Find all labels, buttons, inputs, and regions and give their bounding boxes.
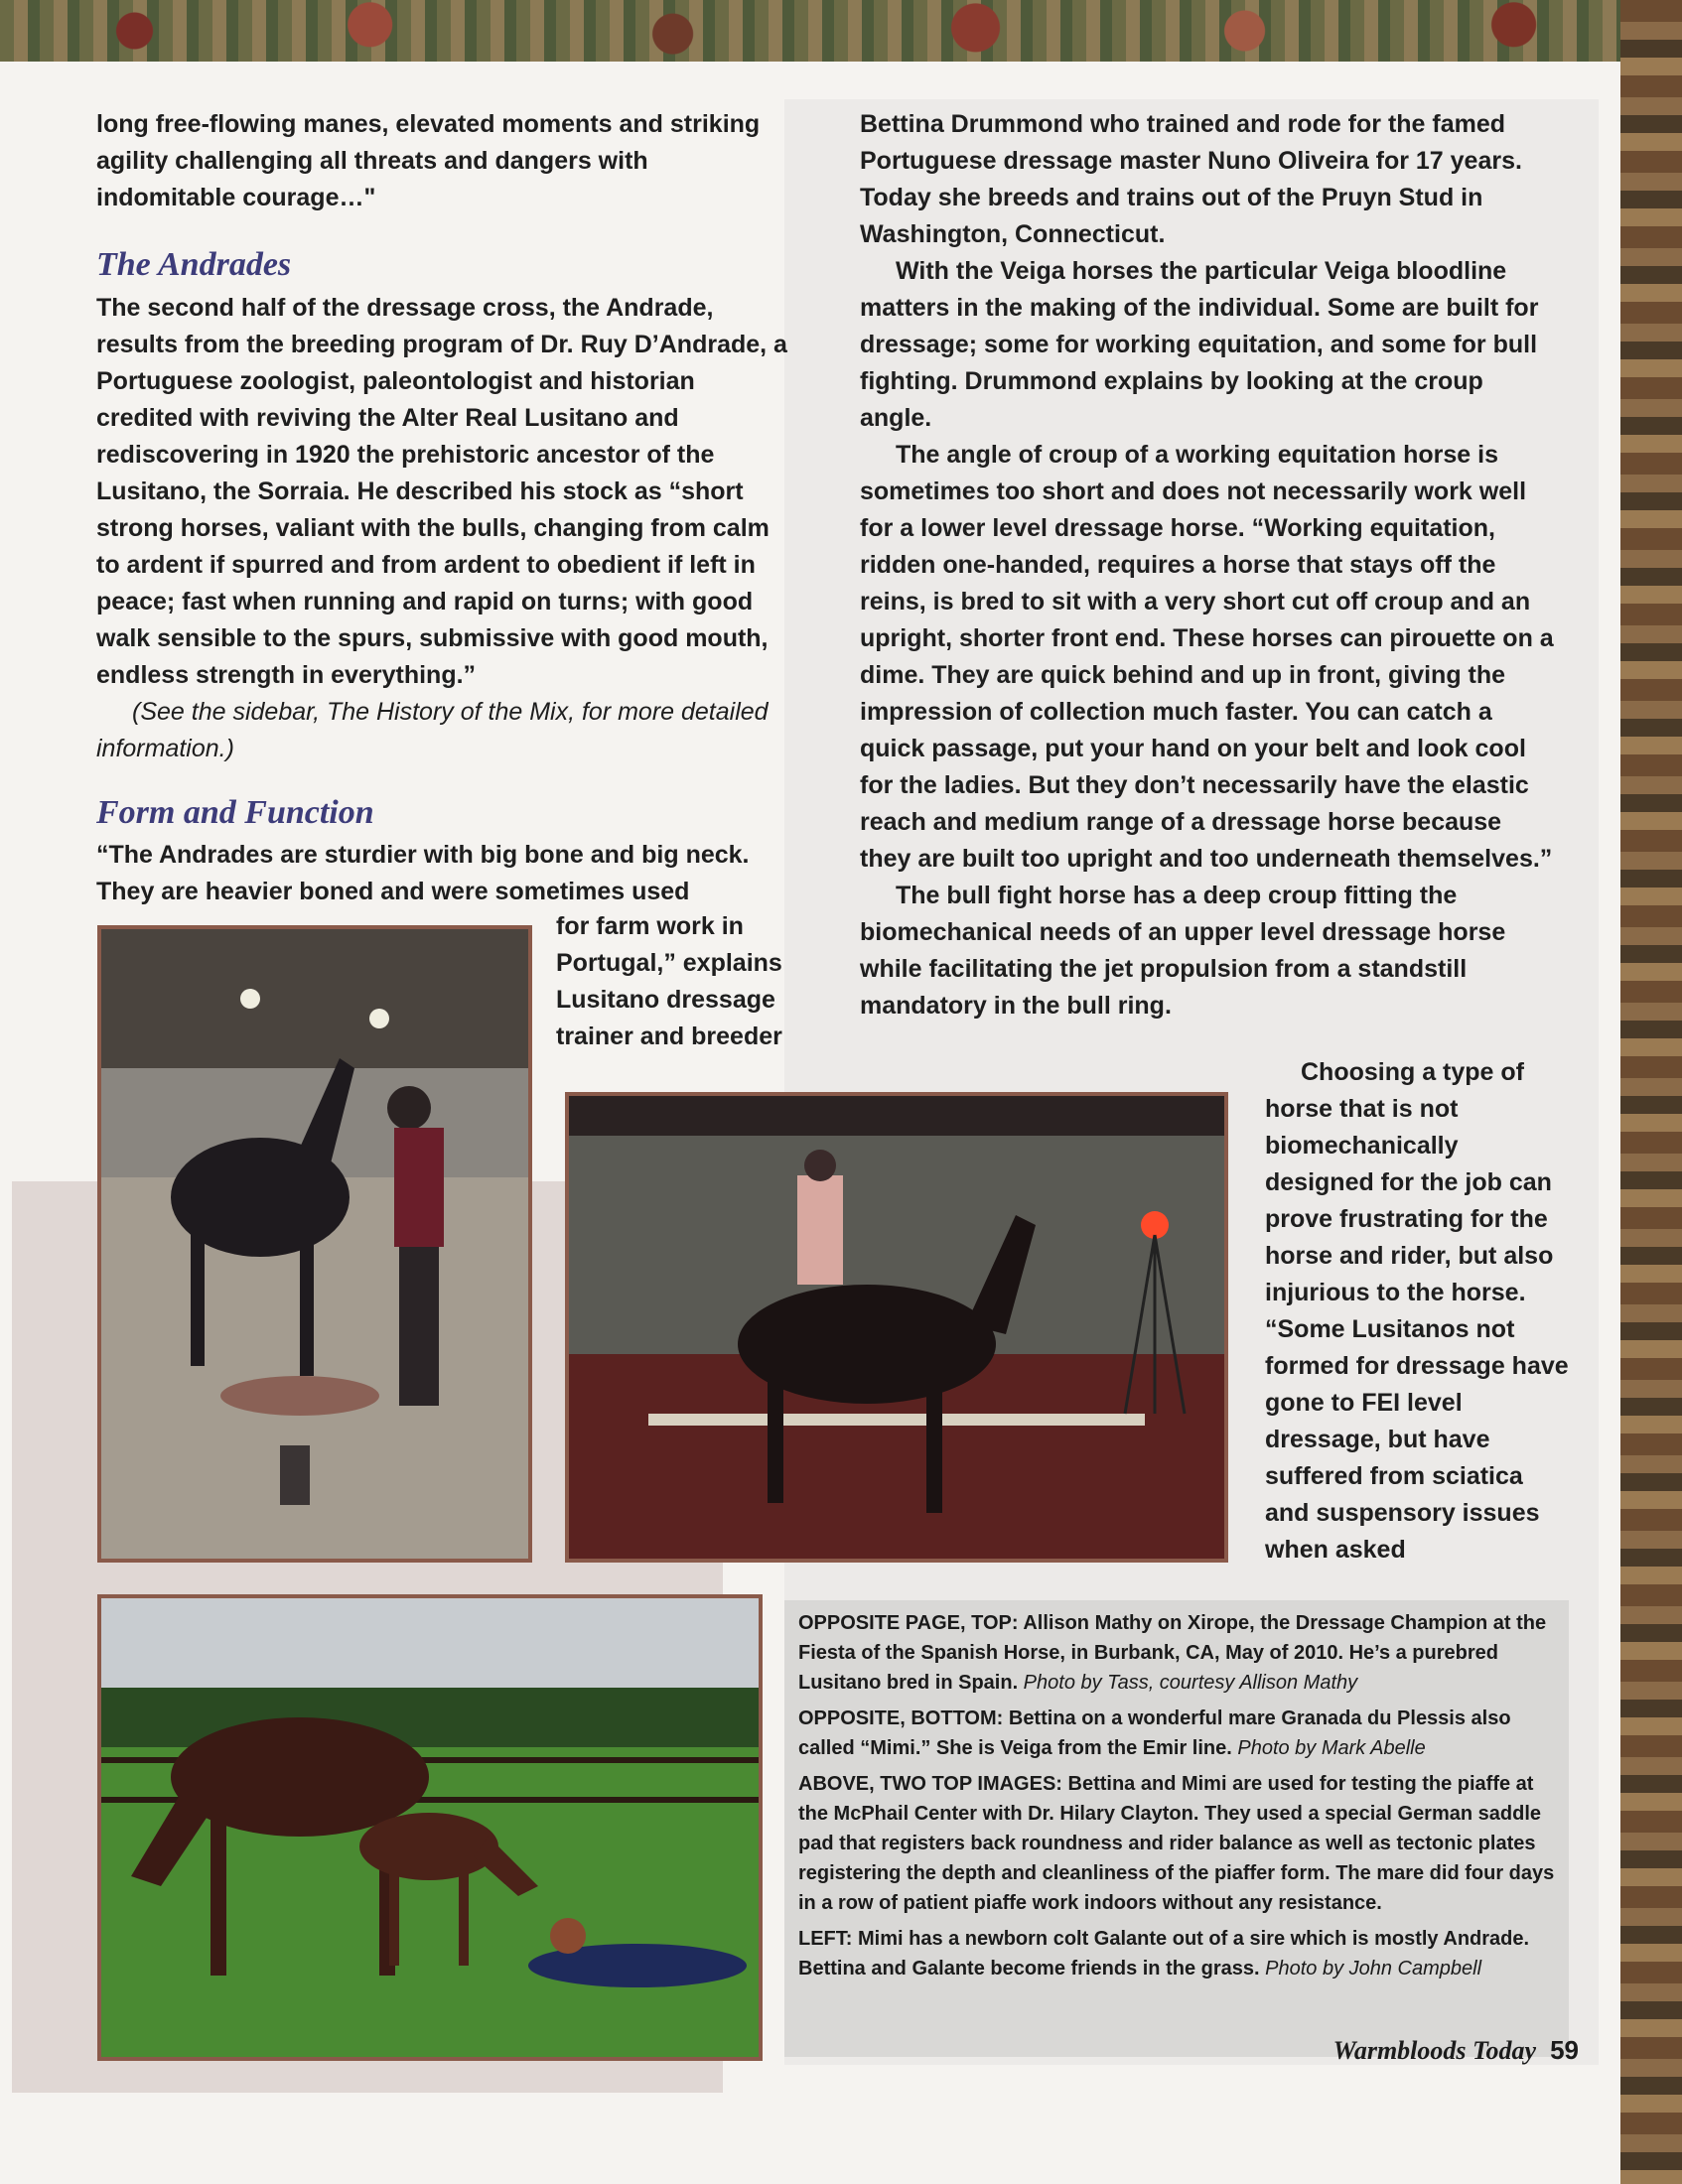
croup-paragraph: The angle of croup of a working equitation horse is sometimes too short and does not necessarily work well for a lower level dressage horse. “Working equitation, ridden one-handed, requires a horse that stays off the reins, is bred to sit with a very short cut off croup and an upright, shorter front end. These horses can pirouette on a dime. They are quick behind and up in front, giving the impression of collection much faster. You can catch a quick passage, put your hand on your belt and look cool for the ladies. But they don’t necessarily have the elastic reach and medium range of a dressage horse because they are built too upright and too underneath themselves.”	[860, 441, 1554, 873]
tapestry-border-top	[0, 0, 1682, 62]
bull-fight-paragraph: The bull fight horse has a deep croup fitting the biomechanical needs of an upper level dressage horse while facilitating the jet propulsion from a standstill mandatory in the bull ring.	[860, 882, 1506, 1020]
form-function-text-continued: for farm work in Portugal,” explains Lusitano dressage trainer and breeder	[556, 912, 782, 1050]
form-function-paragraph	[96, 837, 791, 910]
choosing-type-text: Choosing a type of horse that is not biomechanically designed for the job can prove frustrating for the horse and rider, but also injurious to the horse. “Some Lusitanos not formed for dressage have gone to FEI level dressage, but have suffered from sciatica and suspensory issues when asked	[1265, 1058, 1569, 1564]
caption-above-two-top: ABOVE, TWO TOP IMAGES: Bettina and Mimi are used for testing the piaffe at the McPhail Center with Dr. Hilary Clayton. They used a special German saddle pad that registers back roundness and rider balance as well as tectonic plates registering the depth and cleanliness of the piaffer form. The mare did four days in a row of patient piaffe work indoors without any resistance.	[798, 1773, 1555, 1914]
arena-riding-illustration	[569, 1096, 1224, 1559]
column-1-body	[96, 290, 791, 767]
photo-indoor-arena-riding	[565, 1092, 1228, 1563]
page-footer	[1281, 2035, 1579, 2066]
arena-standing-illustration	[101, 929, 528, 1559]
column-1-intro	[96, 106, 791, 216]
intro-paragraph: long free-flowing manes, elevated moments and striking agility challenging all threats and dangers with indomitable courage…"	[96, 110, 761, 211]
column-2-body	[860, 106, 1555, 1024]
caption-opposite-top: OPPOSITE PAGE, TOP: Allison Mathy on Xirope, the Dressage Champion at the Fiesta of the Spanish Horse, in Burbank, CA, May of 2010. He’s a purebred Lusitano bred in Spain. Photo by Tass, courtesy Allison Mathy	[798, 1612, 1547, 1694]
tapestry-border-right	[1620, 0, 1682, 2184]
drummond-paragraph: Bettina Drummond who trained and rode for the famed Portuguese dressage master Nuno Oliveira for 17 years. Today she breeds and trains out of the Pruyn Stud in Washington, Connecticut.	[860, 110, 1522, 248]
veiga-paragraph: With the Veiga horses the particular Veiga bloodline matters in the making of the individual. Some are built for dressage; some for working equitation, and some for bull fighting. Drummond explains by looking at the croup angle.	[860, 257, 1539, 432]
caption-opposite-bottom: OPPOSITE, BOTTOM: Bettina on a wonderful mare Granada du Plessis also called “Mimi.” She is Veiga from the Emir line. Photo by Mark Abelle	[798, 1707, 1511, 1759]
photo-captions	[798, 1608, 1563, 1989]
form-function-continued	[556, 908, 814, 1055]
heading-form-and-function: Form and Function	[96, 794, 374, 831]
form-function-text: “The Andrades are sturdier with big bone and big neck. They are heavier boned and were sometimes used	[96, 841, 750, 905]
page-number: 59	[1550, 2035, 1579, 2065]
caption-left: LEFT: Mimi has a newborn colt Galante out of a sire which is mostly Andrade. Bettina and Galante become friends in the grass. Photo by John Campbell	[798, 1928, 1530, 1979]
choosing-type-paragraph	[1265, 1054, 1573, 1569]
mare-foal-illustration	[101, 1598, 759, 2057]
andrades-paragraph: The second half of the dressage cross, the Andrade, results from the breeding program of Dr. Ruy D’Andrade, a Portuguese zoologist, paleontologist and historian credited with reviving the Alter Real Lusitano and rediscovering in 1920 the prehistoric ancestor of the Lusitano, the Sorraia. He described his stock as “short strong horses, valiant with the bulls, changing from calm to ardent if spurred and from ardent to obedient if left in peace; fast when running and rapid on turns; with good walk sensible to the spurs, submissive with good mouth, endless strength in everything.”	[96, 294, 787, 689]
photo-mare-and-foal	[97, 1594, 763, 2061]
heading-the-andrades: The Andrades	[96, 246, 292, 283]
magazine-name: Warmbloods Today	[1332, 2036, 1537, 2065]
sidebar-note: (See the sidebar, The History of the Mix, for more detailed information.)	[96, 698, 769, 762]
photo-indoor-arena-standing	[97, 925, 532, 1563]
